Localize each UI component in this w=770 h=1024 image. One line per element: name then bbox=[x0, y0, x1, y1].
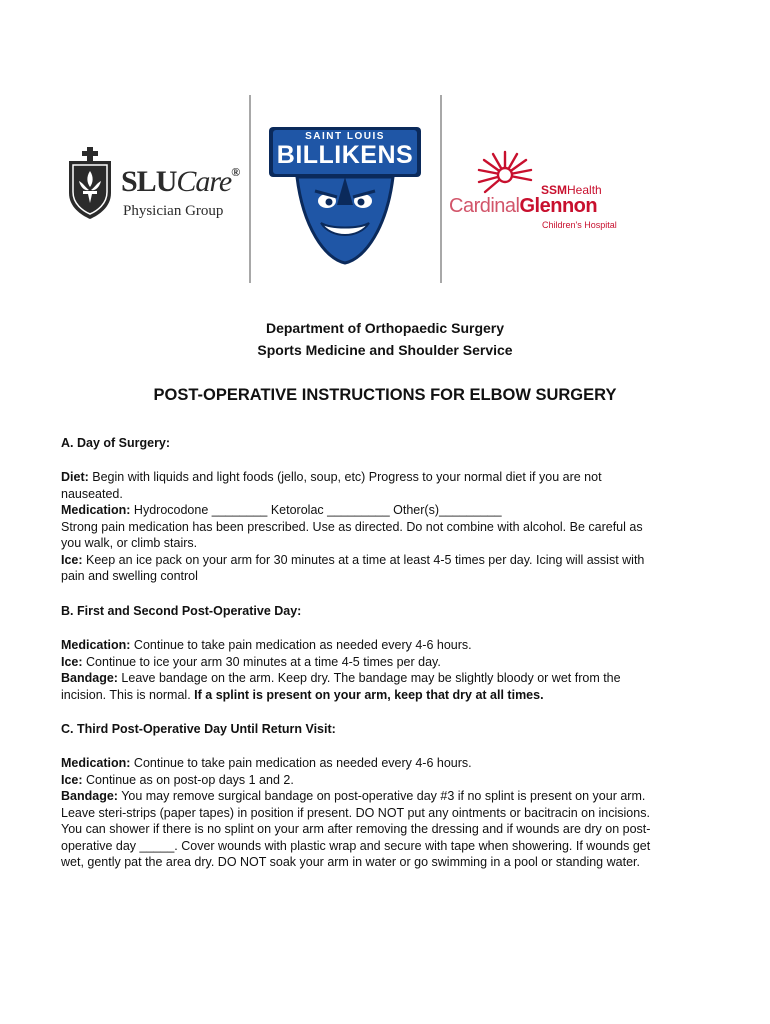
ssm-health-text: SSMHealth bbox=[541, 183, 602, 197]
billikens-wordmark: BILLIKENS bbox=[276, 141, 414, 169]
medication-label: Medication: bbox=[61, 756, 131, 770]
ice-label: Ice: bbox=[61, 772, 83, 787]
cardinal-glennon-logo bbox=[447, 150, 637, 240]
medication-line: Medication: Continue to take pain medication as needed every 4-6 hours. bbox=[61, 756, 472, 770]
service-name: Sports Medicine and Shoulder Service bbox=[257, 342, 513, 358]
ice-label: Ice: bbox=[61, 552, 83, 567]
bandage-line-cont: Leave steri-strips (paper tapes) in position if present. DO NOT put any ointments or bacitracin on incisions. bbox=[61, 805, 650, 820]
bandage-label: Bandage: bbox=[61, 789, 118, 803]
slucare-subtitle: Physician Group bbox=[123, 203, 224, 219]
medication-label: Medication: bbox=[61, 638, 131, 652]
bandage-line-cont: operative day _____. Cover wounds with plastic wrap and secure with tape when showering. If wounds get bbox=[61, 838, 651, 853]
department-name: Department of Orthopaedic Surgery bbox=[265, 320, 505, 336]
bandage-label: Bandage: bbox=[61, 671, 118, 685]
cardinal-glennon-wordmark: CardinalGlennon bbox=[449, 195, 598, 217]
bandage-line: Bandage: You may remove surgical bandage on post-operative day #3 if no splint is present on your arm. bbox=[61, 789, 646, 803]
billikens-small-text: SAINT LOUIS bbox=[305, 131, 385, 142]
section-a-heading: A. Day of Surgery: bbox=[61, 436, 171, 450]
billikens-logo bbox=[255, 127, 435, 267]
document-title: POST-OPERATIVE INSTRUCTIONS FOR ELBOW SURGERY bbox=[153, 386, 617, 404]
splint-warning: If a splint is present on your arm, keep that dry at all times. bbox=[194, 687, 544, 702]
medication-line-cont: Strong pain medication has been prescribed. Use as directed. Do not combine with alcohol. Be careful as bbox=[61, 519, 643, 534]
bandage-line: Bandage: Leave bandage on the arm. Keep dry. The bandage may be slightly bloody or wet from the bbox=[61, 671, 621, 685]
bandage-line-cont: You can shower if there is no splint on your arm after removing the dressing and if wounds are dry on post- bbox=[61, 822, 651, 836]
diet-line-cont: nauseated. bbox=[61, 486, 123, 501]
medication-line: Medication: Hydrocodone ________ Ketorolac _________ Other(s)_________ bbox=[61, 503, 502, 517]
slucare-logo bbox=[66, 147, 246, 227]
ice-line-cont: pain and swelling control bbox=[61, 569, 198, 583]
ice-label: Ice: bbox=[61, 654, 83, 669]
logo-divider bbox=[440, 95, 442, 283]
medication-line-cont: you walk, or climb stairs. bbox=[61, 536, 198, 550]
bandage-line-cont: incision. This is normal. If a splint is present on your arm, keep that dry at all times. bbox=[61, 687, 544, 702]
bandage-line-cont: wet, gently pat the area dry. DO NOT soak your arm in water or go swimming in a pool or standing water. bbox=[61, 855, 640, 869]
slucare-shield-icon bbox=[66, 147, 114, 221]
ice-line: Ice: Keep an ice pack on your arm for 30 minutes at a time at least 4-5 times per day. Icing will assist with bbox=[61, 552, 645, 567]
section-a-body bbox=[61, 469, 711, 585]
section-b-heading: B. First and Second Post-Operative Day: bbox=[61, 604, 302, 618]
medication-line: Medication: Continue to take pain medication as needed every 4-6 hours. bbox=[61, 638, 472, 652]
ice-line: Ice: Continue as on post-op days 1 and 2. bbox=[61, 772, 294, 787]
section-b-body bbox=[61, 637, 711, 703]
section-c-body bbox=[61, 755, 711, 871]
diet-line: Diet: Begin with liquids and light foods (jello, soup, etc) Progress to your normal diet if you are not bbox=[61, 470, 602, 484]
section-c-heading: C. Third Post-Operative Day Until Return Visit: bbox=[61, 722, 336, 736]
logo-band bbox=[0, 95, 770, 285]
childrens-hospital-text: Children's Hospital bbox=[542, 220, 617, 230]
ice-line: Ice: Continue to ice your arm 30 minutes at a time 4-5 times per day. bbox=[61, 654, 441, 669]
medication-label: Medication: bbox=[61, 503, 131, 517]
logo-divider bbox=[249, 95, 251, 283]
sunburst-icon bbox=[447, 150, 537, 200]
diet-label: Diet: bbox=[61, 470, 89, 484]
slucare-wordmark: SLUCare® bbox=[121, 165, 240, 198]
